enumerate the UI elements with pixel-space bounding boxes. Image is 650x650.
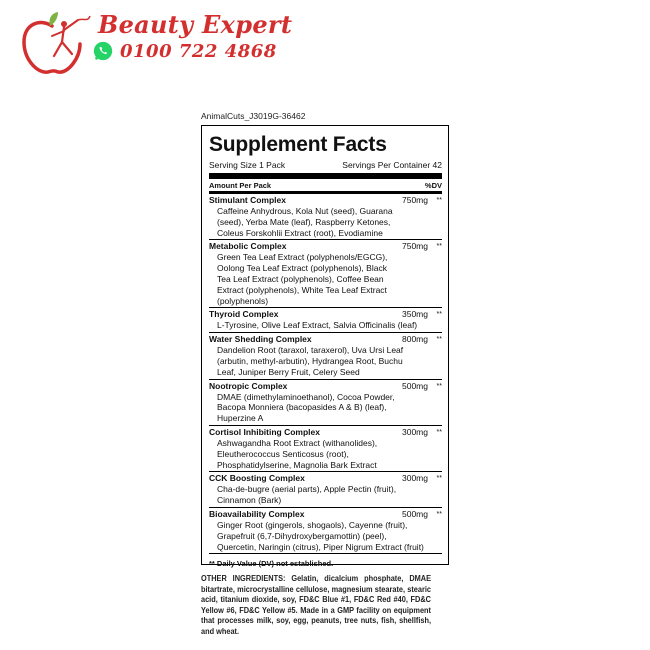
group-ingredients-line: DMAE (dimethylaminoethanol), Cocoa Powder, <box>217 391 395 402</box>
group-dv: ** <box>436 382 442 390</box>
group-ingredients-line: Coleus Forskohlii Extract (root), Evodiamine <box>217 227 383 238</box>
group-ingredients-line: Phosphatidylserine, Magnolia Bark Extract <box>217 459 377 470</box>
ingredient-group <box>209 333 442 379</box>
group-ingredients-line: Grapefruit (6,7-Dihydroxybergamottin) (peel), <box>217 530 387 541</box>
group-header <box>209 241 442 252</box>
ingredient-group <box>209 508 442 554</box>
group-amount: 750mg <box>402 241 428 252</box>
phone-contact[interactable] <box>92 40 277 62</box>
group-ingredients-line: (polyphenols) <box>217 295 269 306</box>
dv-header: %DV <box>424 181 442 190</box>
group-amount: 300mg <box>402 426 428 437</box>
facts-title: Supplement Facts <box>209 133 387 156</box>
amount-header: Amount Per Pack <box>209 181 272 190</box>
ingredient-group <box>209 472 442 508</box>
amount-header-row <box>209 179 442 191</box>
group-dv: ** <box>436 475 442 483</box>
group-amount: 500mg <box>402 508 428 519</box>
supplement-facts-panel <box>201 125 449 569</box>
group-ingredients-line: Oolong Tea Leaf Extract (polyphenols), Black <box>217 263 387 274</box>
group-ingredients-line: Green Tea Leaf Extract (polyphenols/EGCG), <box>217 252 388 263</box>
group-ingredients-line: L-Tyrosine, Olive Leaf Extract, Salvia Officinalis (leaf) <box>217 320 418 331</box>
group-dv: ** <box>436 311 442 319</box>
group-amount: 350mg <box>402 309 428 320</box>
group-header <box>209 427 442 438</box>
group-ingredients-line: Cha-de-bugre (aerial parts), Apple Pectin (fruit), <box>217 484 397 495</box>
other-ingredients-text: Gelatin, dicalcium phosphate, DMAE bitartrate, microcrystalline cellulose, magnesium stearate, stearic acid, titanium dioxide, soy, FD&C Blue #1, FD&C Red #40, FD&C Yellow #6, FD&C Yellow #5. Made in a GMP facility on equipment that processes milk, soy, egg, peanuts, tree nuts, fish, shellfish, and wheat. <box>201 574 431 636</box>
ingredient-group <box>209 426 442 472</box>
ingredient-groups <box>209 194 442 554</box>
ingredient-group <box>209 194 442 240</box>
group-header <box>209 473 442 484</box>
group-dv: ** <box>436 510 442 518</box>
group-dv: ** <box>436 428 442 436</box>
group-amount: 750mg <box>402 195 428 205</box>
product-code: AnimalCuts_J3019G-36462 <box>201 111 306 121</box>
ingredient-group <box>209 308 442 333</box>
serving-size: Serving Size 1 Pack <box>209 160 286 170</box>
group-dv: ** <box>436 197 442 204</box>
group-ingredients-line: Extract (polyphenols), White Tea Leaf Extract <box>217 284 387 295</box>
group-ingredients-line: Ginger Root (gingerols, shogaols), Cayenne (fruit), <box>217 519 408 530</box>
group-header <box>209 309 442 320</box>
group-name: Metabolic Complex <box>209 241 287 252</box>
group-name: Cortisol Inhibiting Complex <box>209 426 320 437</box>
group-amount: 500mg <box>402 380 428 391</box>
group-name: Nootropic Complex <box>209 380 288 391</box>
group-ingredients-line: Caffeine Anhydrous, Kola Nut (seed), Guarana <box>217 206 393 216</box>
group-ingredients-line: Dandelion Root (taraxol, taraxerol), Uva Ursi Leaf <box>217 345 404 356</box>
group-amount: 800mg <box>402 334 428 345</box>
group-dv: ** <box>436 336 442 344</box>
phone-number[interactable]: 0100 722 4868 <box>120 40 277 62</box>
group-header <box>209 381 442 392</box>
group-name: CCK Boosting Complex <box>209 473 305 484</box>
group-name: Water Shedding Complex <box>209 334 312 345</box>
other-ingredients-label: OTHER INGREDIENTS: <box>201 574 286 583</box>
group-ingredients-line: Cinnamon (Bark) <box>217 495 282 506</box>
group-ingredients-line: Huperzine A <box>217 413 264 424</box>
group-ingredients-line: (arbutin, methyl-arbutin), Hydrangea Root, Buchu <box>217 355 403 366</box>
group-header <box>209 195 442 206</box>
group-name: Stimulant Complex <box>209 195 286 205</box>
group-ingredients-line: Leaf, Juniper Berry Fruit, Celery Seed <box>217 366 360 377</box>
group-header <box>209 509 442 520</box>
ingredient-group <box>209 240 442 308</box>
group-ingredients-line: Eleutherococcus Senticosus (root), <box>217 448 349 459</box>
group-ingredients-line: Ashwagandha Root Extract (withanolides), <box>217 437 378 448</box>
group-ingredients-line: Tea Leaf Extract (polyphenols), Coffee Bean <box>217 273 384 284</box>
group-ingredients-line: (seed), Yerba Mate (leaf), Raspberry Ketones, <box>217 216 391 227</box>
serving-row <box>209 160 442 170</box>
other-ingredients <box>201 574 431 638</box>
group-name: Bioavailability Complex <box>209 508 305 519</box>
group-name: Thyroid Complex <box>209 309 279 320</box>
servings-per-container: Servings Per Container 42 <box>342 160 442 170</box>
group-dv: ** <box>436 243 442 251</box>
brand-name: Beauty Expert <box>98 10 293 39</box>
group-header <box>209 334 442 345</box>
group-ingredients-line: Bacopa Monniera (bacopasides A & B) (leaf), <box>217 402 387 413</box>
ingredient-group <box>209 380 442 426</box>
apple-dancer-logo-icon <box>18 10 94 80</box>
group-ingredients-line: Quercetin, Naringin (citrus), Piper Nigrum Extract (fruit) <box>217 541 424 552</box>
whatsapp-icon <box>92 40 114 62</box>
group-amount: 300mg <box>402 473 428 484</box>
dv-footnote: ** Daily Value (DV) not established. <box>209 559 334 569</box>
